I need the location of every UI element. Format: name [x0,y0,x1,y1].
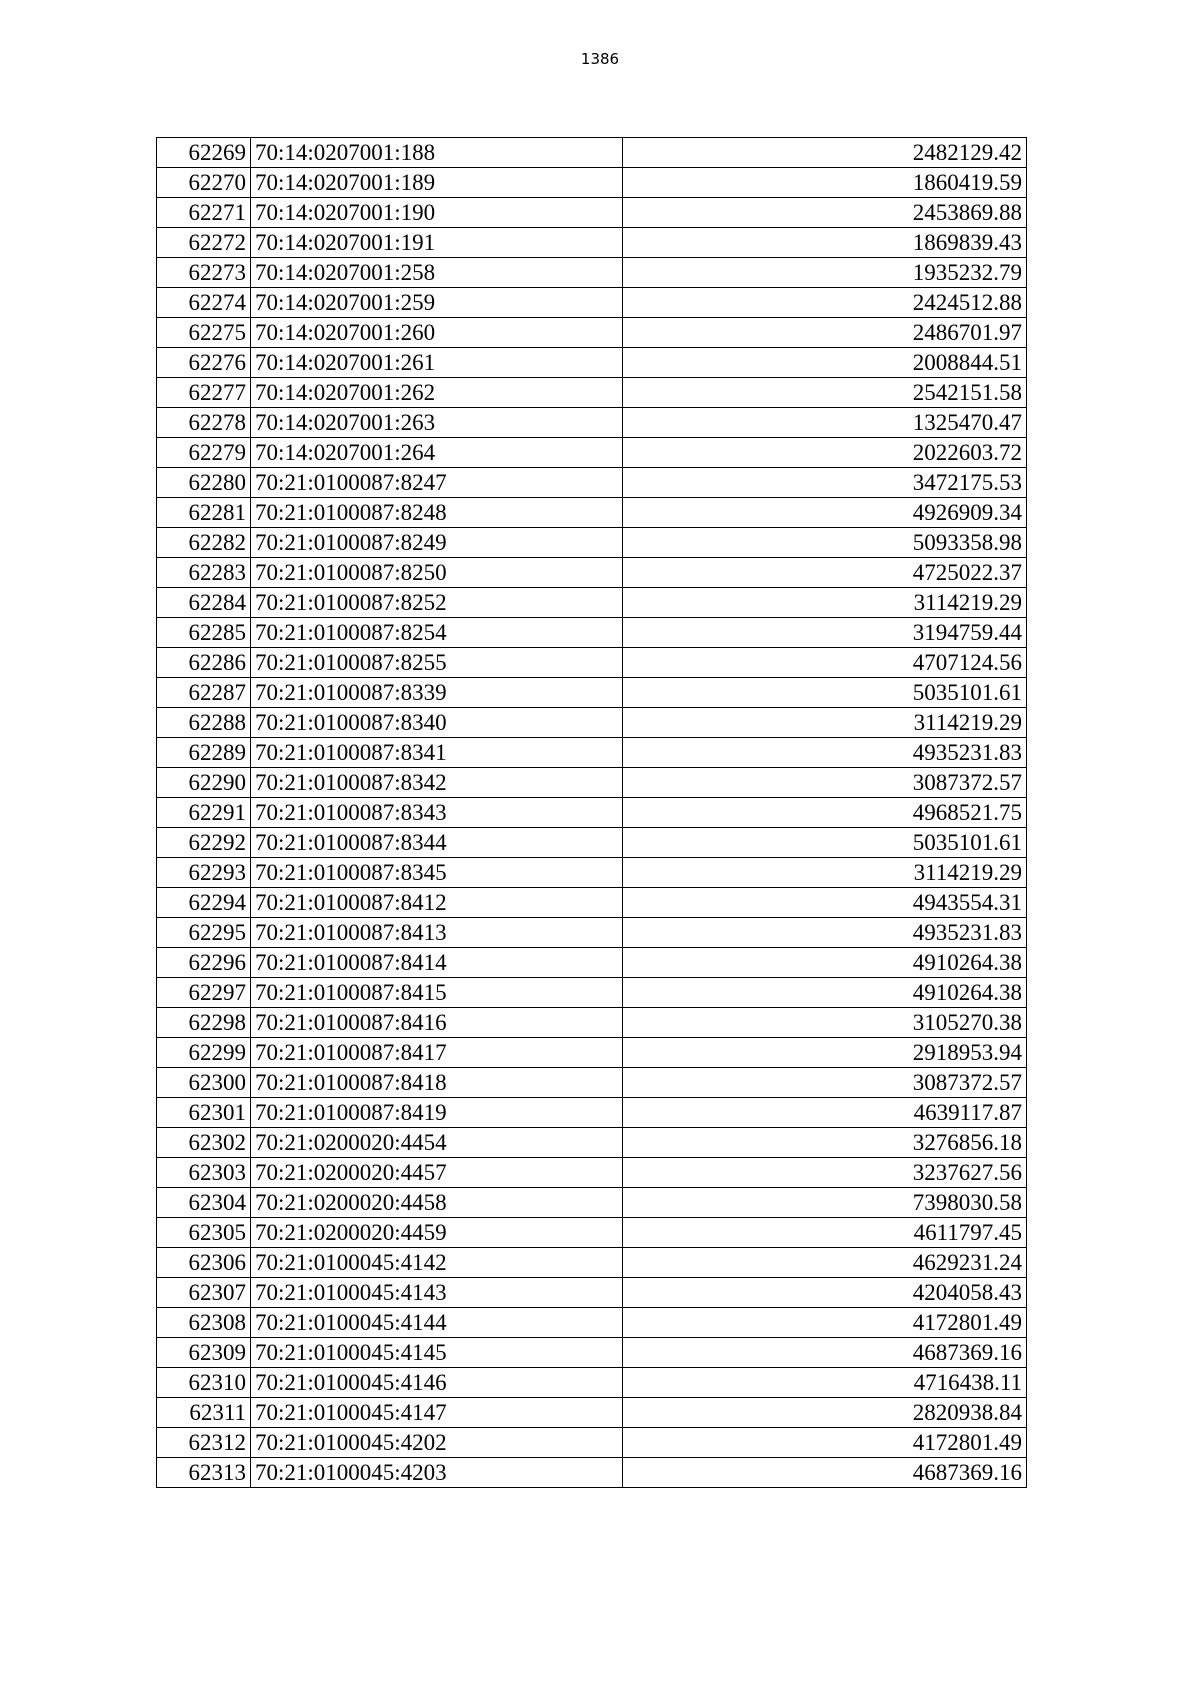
row-number-cell: 62286 [157,648,251,678]
value-cell: 1869839.43 [623,228,1027,258]
row-number-cell: 62289 [157,738,251,768]
table-row [157,378,1027,408]
table-row [157,468,1027,498]
table-row [157,588,1027,618]
row-number-cell: 62310 [157,1368,251,1398]
table-row [157,258,1027,288]
row-number-cell: 62311 [157,1398,251,1428]
cadastral-number-cell: 70:21:0100087:8341 [251,738,623,768]
row-number-cell: 62298 [157,1008,251,1038]
table-row [157,888,1027,918]
row-number-cell: 62291 [157,798,251,828]
row-number-cell: 62305 [157,1218,251,1248]
cadastral-number-cell: 70:21:0100087:8418 [251,1068,623,1098]
table-row [157,1398,1027,1428]
value-cell: 2453869.88 [623,198,1027,228]
row-number-cell: 62293 [157,858,251,888]
row-number-cell: 62300 [157,1068,251,1098]
row-number-cell: 62270 [157,168,251,198]
table-row [157,978,1027,1008]
cadastral-number-cell: 70:21:0100087:8339 [251,678,623,708]
table-row [157,198,1027,228]
cadastral-number-cell: 70:14:0207001:189 [251,168,623,198]
row-number-cell: 62271 [157,198,251,228]
value-cell: 4910264.38 [623,978,1027,1008]
row-number-cell: 62303 [157,1158,251,1188]
cadastral-number-cell: 70:14:0207001:260 [251,318,623,348]
value-cell: 2022603.72 [623,438,1027,468]
value-cell: 1325470.47 [623,408,1027,438]
cadastral-number-cell: 70:21:0100087:8413 [251,918,623,948]
cadastral-number-cell: 70:21:0100087:8342 [251,768,623,798]
row-number-cell: 62278 [157,408,251,438]
table-row [157,348,1027,378]
table-row [157,678,1027,708]
value-cell: 3237627.56 [623,1158,1027,1188]
cadastral-number-cell: 70:21:0100045:4143 [251,1278,623,1308]
value-cell: 4943554.31 [623,888,1027,918]
value-cell: 2542151.58 [623,378,1027,408]
row-number-cell: 62299 [157,1038,251,1068]
table-row [157,168,1027,198]
cadastral-number-cell: 70:21:0100087:8255 [251,648,623,678]
row-number-cell: 62275 [157,318,251,348]
value-cell: 4725022.37 [623,558,1027,588]
row-number-cell: 62279 [157,438,251,468]
row-number-cell: 62308 [157,1308,251,1338]
value-cell: 2482129.42 [623,138,1027,168]
page-number: 1386 [580,50,620,68]
cadastral-number-cell: 70:14:0207001:188 [251,138,623,168]
value-cell: 2486701.97 [623,318,1027,348]
value-cell: 5035101.61 [623,678,1027,708]
table-row [157,1338,1027,1368]
value-cell: 7398030.58 [623,1188,1027,1218]
cadastral-number-cell: 70:21:0100087:8416 [251,1008,623,1038]
table-row [157,1008,1027,1038]
row-number-cell: 62281 [157,498,251,528]
value-cell: 3087372.57 [623,1068,1027,1098]
row-number-cell: 62269 [157,138,251,168]
row-number-cell: 62309 [157,1338,251,1368]
value-cell: 4935231.83 [623,918,1027,948]
cadastral-number-cell: 70:14:0207001:261 [251,348,623,378]
cadastral-number-cell: 70:21:0100087:8419 [251,1098,623,1128]
row-number-cell: 62287 [157,678,251,708]
row-number-cell: 62297 [157,978,251,1008]
row-number-cell: 62304 [157,1188,251,1218]
row-number-cell: 62296 [157,948,251,978]
row-number-cell: 62282 [157,528,251,558]
row-number-cell: 62272 [157,228,251,258]
value-cell: 4687369.16 [623,1458,1027,1488]
table-body [157,138,1027,1488]
row-number-cell: 62294 [157,888,251,918]
table-row [157,1458,1027,1488]
value-cell: 4629231.24 [623,1248,1027,1278]
cadastral-value-table [156,137,1027,1488]
row-number-cell: 62283 [157,558,251,588]
value-cell: 2008844.51 [623,348,1027,378]
table-row [157,768,1027,798]
value-cell: 3105270.38 [623,1008,1027,1038]
value-cell: 3194759.44 [623,618,1027,648]
row-number-cell: 62273 [157,258,251,288]
table-row [157,228,1027,258]
value-cell: 1860419.59 [623,168,1027,198]
cadastral-number-cell: 70:21:0100087:8414 [251,948,623,978]
row-number-cell: 62312 [157,1428,251,1458]
value-cell: 4926909.34 [623,498,1027,528]
value-cell: 4935231.83 [623,738,1027,768]
cadastral-number-cell: 70:21:0100087:8252 [251,588,623,618]
value-cell: 3114219.29 [623,588,1027,618]
row-number-cell: 62292 [157,828,251,858]
value-cell: 4639117.87 [623,1098,1027,1128]
row-number-cell: 62295 [157,918,251,948]
value-cell: 2820938.84 [623,1398,1027,1428]
value-cell: 3114219.29 [623,858,1027,888]
table-row [157,1098,1027,1128]
table-row [157,318,1027,348]
cadastral-number-cell: 70:21:0100087:8248 [251,498,623,528]
cadastral-number-cell: 70:21:0100087:8254 [251,618,623,648]
table-row [157,1428,1027,1458]
row-number-cell: 62285 [157,618,251,648]
value-cell: 4687369.16 [623,1338,1027,1368]
cadastral-number-cell: 70:14:0207001:259 [251,288,623,318]
cadastral-number-cell: 70:21:0100087:8345 [251,858,623,888]
table-row [157,138,1027,168]
cadastral-number-cell: 70:14:0207001:258 [251,258,623,288]
value-cell: 4910264.38 [623,948,1027,978]
row-number-cell: 62280 [157,468,251,498]
table-row [157,1248,1027,1278]
cadastral-number-cell: 70:21:0100087:8415 [251,978,623,1008]
row-number-cell: 62313 [157,1458,251,1488]
value-cell: 5093358.98 [623,528,1027,558]
cadastral-number-cell: 70:21:0100087:8417 [251,1038,623,1068]
table-row [157,528,1027,558]
table-row [157,708,1027,738]
cadastral-number-cell: 70:21:0100045:4144 [251,1308,623,1338]
cadastral-number-cell: 70:21:0100045:4203 [251,1458,623,1488]
table-row [157,858,1027,888]
value-cell: 4172801.49 [623,1428,1027,1458]
table-row [157,558,1027,588]
table-row [157,738,1027,768]
row-number-cell: 62302 [157,1128,251,1158]
row-number-cell: 62277 [157,378,251,408]
cadastral-number-cell: 70:14:0207001:262 [251,378,623,408]
row-number-cell: 62290 [157,768,251,798]
row-number-cell: 62288 [157,708,251,738]
value-cell: 2424512.88 [623,288,1027,318]
table-row [157,828,1027,858]
table-row [157,498,1027,528]
value-cell: 5035101.61 [623,828,1027,858]
cadastral-number-cell: 70:21:0100087:8412 [251,888,623,918]
table-row [157,1278,1027,1308]
row-number-cell: 62284 [157,588,251,618]
table-row [157,1368,1027,1398]
cadastral-number-cell: 70:21:0100087:8343 [251,798,623,828]
table-row [157,1128,1027,1158]
cadastral-number-cell: 70:21:0100087:8247 [251,468,623,498]
value-cell: 4172801.49 [623,1308,1027,1338]
cadastral-number-cell: 70:14:0207001:263 [251,408,623,438]
value-cell: 4611797.45 [623,1218,1027,1248]
table-row [157,1038,1027,1068]
table-row [157,288,1027,318]
cadastral-number-cell: 70:21:0100087:8250 [251,558,623,588]
cadastral-number-cell: 70:21:0100045:4147 [251,1398,623,1428]
cadastral-number-cell: 70:14:0207001:191 [251,228,623,258]
table-row [157,618,1027,648]
cadastral-number-cell: 70:14:0207001:190 [251,198,623,228]
table-row [157,438,1027,468]
cadastral-number-cell: 70:21:0100045:4145 [251,1338,623,1368]
row-number-cell: 62306 [157,1248,251,1278]
table-row [157,648,1027,678]
table-row [157,798,1027,828]
cadastral-number-cell: 70:21:0200020:4457 [251,1158,623,1188]
table-row [157,1068,1027,1098]
cadastral-number-cell: 70:21:0200020:4458 [251,1188,623,1218]
value-cell: 3276856.18 [623,1128,1027,1158]
row-number-cell: 62307 [157,1278,251,1308]
value-cell: 1935232.79 [623,258,1027,288]
cadastral-number-cell: 70:21:0100045:4202 [251,1428,623,1458]
value-cell: 2918953.94 [623,1038,1027,1068]
value-cell: 3087372.57 [623,768,1027,798]
cadastral-number-cell: 70:21:0100087:8249 [251,528,623,558]
row-number-cell: 62274 [157,288,251,318]
cadastral-number-cell: 70:21:0100087:8344 [251,828,623,858]
value-cell: 4968521.75 [623,798,1027,828]
table-row [157,1188,1027,1218]
table-row [157,918,1027,948]
table-row [157,1218,1027,1248]
table-row [157,1158,1027,1188]
value-cell: 3472175.53 [623,468,1027,498]
table-row [157,1308,1027,1338]
cadastral-number-cell: 70:21:0200020:4454 [251,1128,623,1158]
cadastral-number-cell: 70:21:0100045:4142 [251,1248,623,1278]
table-row [157,948,1027,978]
row-number-cell: 62301 [157,1098,251,1128]
cadastral-number-cell: 70:14:0207001:264 [251,438,623,468]
row-number-cell: 62276 [157,348,251,378]
value-cell: 4716438.11 [623,1368,1027,1398]
cadastral-number-cell: 70:21:0100087:8340 [251,708,623,738]
value-cell: 3114219.29 [623,708,1027,738]
value-cell: 4204058.43 [623,1278,1027,1308]
value-cell: 4707124.56 [623,648,1027,678]
cadastral-number-cell: 70:21:0100045:4146 [251,1368,623,1398]
cadastral-number-cell: 70:21:0200020:4459 [251,1218,623,1248]
table-row [157,408,1027,438]
